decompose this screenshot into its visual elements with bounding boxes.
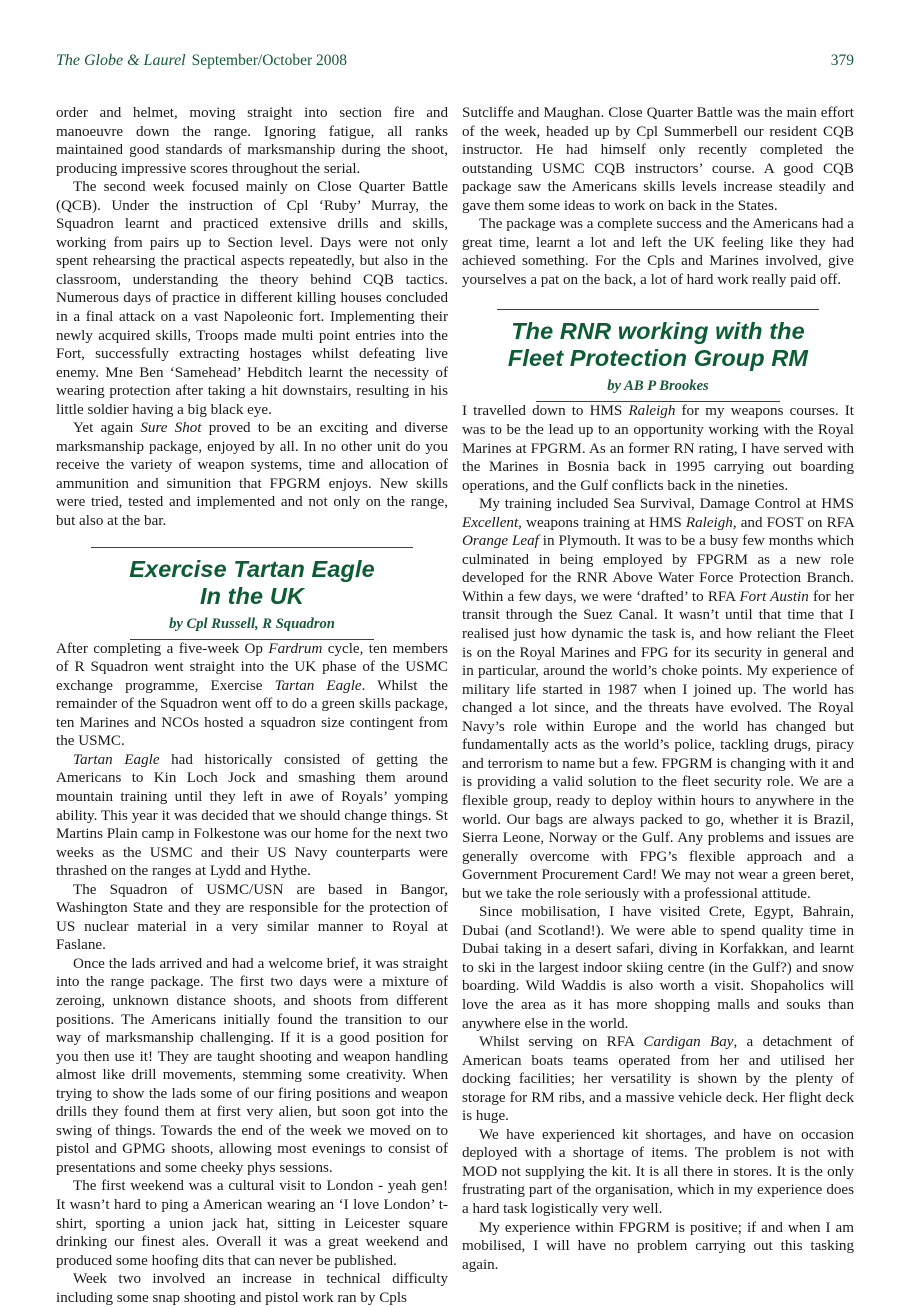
article-heading-tartan-eagle xyxy=(56,547,448,640)
italic-ship-name: Cardigan Bay xyxy=(643,1034,734,1051)
paragraph: Week two involved an increase in technical difficulty including some snap shooting and pistol work ran by Cpls xyxy=(56,1271,448,1306)
text-segment: , weapons training at HMS xyxy=(518,514,686,531)
headline-line-2: In the UK xyxy=(199,582,305,609)
rule-above-headline xyxy=(91,547,412,548)
article-headline xyxy=(56,556,448,610)
italic-exercise-name: Tartan Eagle xyxy=(73,751,160,768)
text-segment: had historically consisted of getting the Americans to Kin Loch Jock and smashing them around mountain training until they left in awe of Royals’ yomping ability. This year it was decided that we should change things. St Martins Plain camp in Folkestone was our home for the next two weeks as the USMC and their US Navy counterparts were thrashed on the ranges at Lydd and Hythe. xyxy=(56,751,448,880)
paragraph xyxy=(462,1033,854,1126)
paragraph xyxy=(462,495,854,903)
text-segment: , and FOST on RFA xyxy=(732,514,854,531)
headline-line-2: Fleet Protection Group RM xyxy=(507,345,809,372)
paragraph: The first weekend was a cultural visit to London - yeah gen! It wasn’t hard to ping a American wearing an ‘I love London’ t-shirt, sporting a union jack hat, sitting in Leicester square drinking our finest ales. Overall it was a great weekend and produced some hoofing dits that can never be published. xyxy=(56,1178,448,1269)
text-segment: Whilst serving on RFA xyxy=(479,1034,644,1051)
text-segment: After completing a five-week Op xyxy=(56,640,269,657)
text-segment: cycle, ten members of R Squadron went straight into the UK phase of the USMC exchange programme, Exercise xyxy=(56,640,449,694)
left-column xyxy=(56,104,448,1307)
paragraph-sure-shot xyxy=(56,419,448,530)
paragraph xyxy=(56,640,448,751)
italic-exercise-name: Tartan Eagle xyxy=(274,677,362,694)
italic-ship-name: Raleigh xyxy=(628,403,676,420)
article-heading-rnr-fpgrm xyxy=(462,309,854,402)
paragraph: The Squadron of USMC/USN are based in Bangor, Washington State and they are responsible for the protection of US nuclear material in a very similar manner to Royal at Faslane. xyxy=(56,881,448,954)
italic-operation-name: Fardrum xyxy=(268,640,323,657)
text-segment: Yet again xyxy=(73,420,141,437)
paragraph: Once the lads arrived and had a welcome brief, it was straight into the range package. The first two days were a mixture of zeroing, unknown distance shoots, and shoots from different positions. The Americans initially found the transition to our way of marksmanship challenging. If it is a good position for you then use it! They are taught shooting and weapon handling almost like drill movements, stemming some creativity. When trying to show the lads some of our firing positions and weapon drills they found them at first very alien, but soon got into the swing of things. Towards the end of the week we moved on to pistol and GPMG shoots, allowing most evenings to consist of presentations and some cheeky phys sessions. xyxy=(56,955,448,1176)
article-byline: by Cpl Russell, R Squadron xyxy=(169,615,335,632)
paragraph: order and helmet, moving straight into section fire and manoeuvre down the range. Ignoring fatigue, all ranks maintained good standards of marksmanship during the shoot, producing impressive scores throughout the serial. xyxy=(56,105,448,177)
text-segment: I travelled down to HMS xyxy=(462,403,629,420)
italic-ship-name: Raleigh xyxy=(685,514,733,531)
page-number: 379 xyxy=(830,52,854,69)
italic-ship-name: Orange Leaf xyxy=(462,533,539,550)
article-headline xyxy=(462,318,854,372)
rule-above-headline xyxy=(497,309,818,310)
issue-date: September/October 2008 xyxy=(191,52,348,69)
text-segment: for my weapons courses. It was to be the lead up to an opportunity working with the Royal Marines at FPGRM. As an former RN rating, I have served with the Marines in Bosnia back in 1995 carrying out boarding operations, and the Gulf conflicts back in the nineties. xyxy=(462,403,854,494)
text-segment: in Plymouth. It was to be a busy few months which culminated in being employed by FPGRM as a new role developed for the RNR Above Water Force Protection Branch. Within a few days, we were ‘drafted’ to RFA xyxy=(462,533,854,605)
running-head-left xyxy=(56,52,347,70)
italic-title: Sure Shot xyxy=(140,420,202,437)
running-head xyxy=(56,52,854,70)
paragraph: Sutcliffe and Maughan. Close Quarter Battle was the main effort of the week, headed up by Cpl Summerbell our resident CQB instructor. He had himself only recently completed the outstanding USMC CQB instructors’ course. A good CQB package saw the Americans skills levels increase steadily and gave them some ideas to work on back in the States. xyxy=(462,105,854,214)
paragraph: Since mobilisation, I have visited Crete, Egypt, Bahrain, Dubai (and Scotland!). We were able to spend quality time in Dubai taking in a desert safari, diving in Korfakkan, and learnt to ski in the largest indoor skiing centre (in the Gulf?) and snow boarding. Wild Waddis is also worth a visit. Shopaholics will love the area as it has more shopping malls and souks than anywhere else in the world. xyxy=(462,904,854,1032)
journal-title: The Globe & Laurel xyxy=(56,52,186,69)
italic-ship-name: Excellent xyxy=(462,514,519,531)
text-segment: , a detachment of American boats teams operated from her and utilised her docking facilities; her versatility is shown by the plenty of storage for RM ribs, and a massive vehicle deck. Her flight deck is huge. xyxy=(462,1034,854,1125)
paragraph xyxy=(56,751,448,881)
text-segment: My training included Sea Survival, Damage Control at HMS xyxy=(479,496,854,513)
text-segment: . Whilst the remainder of the Squadron went off to do a green skills package, ten Marines and NCOs hosted a squadron size contingent from the USMC. xyxy=(56,677,448,750)
text-segment: for her transit through the Suez Canal. It wasn’t until that time that I realised just how dynamic the task is, and how reliant the Fleet is on the Royal Marines and FPG for its security in general and in particular, around the world’s choke points. My experience of military life started in 1987 when I joined up. The world has changed a lot since, and the threats have evolved. The Royal Navy’s role within Europe and the world has changed but fundamentally acts as the world’s police, tackling drugs, piracy and terrorism to name but a few. FPGRM is changing with it and is providing a valid solution to the fleet security role. We are a flexible group, ready to deploy within hours to anywhere in the world. Our bags are always packed to go, whether it is Brazil, Sierra Leone, Norway or the Gulf. Any problems and issues are generally overcome with FPG’s flexible approach and a Government Procurement Card! We may not wear a green beret, but we take the role seriously with a professional attitude. xyxy=(462,588,854,902)
italic-ship-name: Fort Austin xyxy=(739,588,809,605)
paragraph: The second week focused mainly on Close Quarter Battle (QCB). Under the instruction of Cpl ‘Ruby’ Murray, the Squadron learnt and practiced extensive drills and skills, working from pairs up to Section level. Days were not only spent rehearsing the practical aspects repeatedly, but also in the classroom, understanding the theory behind CQB tactics. Numerous days of practice in different killing houses concluded in a final attack on a vast Napoleonic fort. Implementing their newly acquired skills, Troops made multi point entries into the Fort, successfully extracting hostages whilst defeating live enemy. Mne Ben ‘Samehead’ Hebditch learnt the necessity of wearing protection after taking a hit downstairs, resulting in his little soldier having a big black eye. xyxy=(56,179,448,418)
paragraph: My experience within FPGRM is positive; if and when I am mobilised, I will have no problem carrying out this tasking again. xyxy=(462,1219,854,1273)
paragraph xyxy=(462,402,854,495)
headline-line-1: Exercise Tartan Eagle xyxy=(129,555,375,582)
text-segment: proved to be an exciting and diverse marksmanship package, enjoyed by all. In no other unit do you receive the variety of weapon systems, time and allocation of ammunition and simunition that FPGRM enjoys. New skills were tried, tested and implemented and not only on the range, but also at the bar. xyxy=(56,420,449,530)
headline-line-1: The RNR working with the xyxy=(511,318,805,345)
paragraph: We have experienced kit shortages, and have on occasion deployed with a shortage of items. The problem is not with MOD not supplying the kit. It is all there in stores. It is the only frustrating part of the organisation, which in my experience does a hard task logistically very well. xyxy=(462,1126,854,1217)
paragraph: The package was a complete success and the Americans had a great time, learnt a lot and left the UK feeling like they had achieved something. For the Cpls and Marines involved, give yourselves a pat on the back, a lot of hard work really paid off. xyxy=(462,216,854,288)
right-column xyxy=(462,104,854,1274)
article-byline: by AB P Brookes xyxy=(607,378,709,395)
